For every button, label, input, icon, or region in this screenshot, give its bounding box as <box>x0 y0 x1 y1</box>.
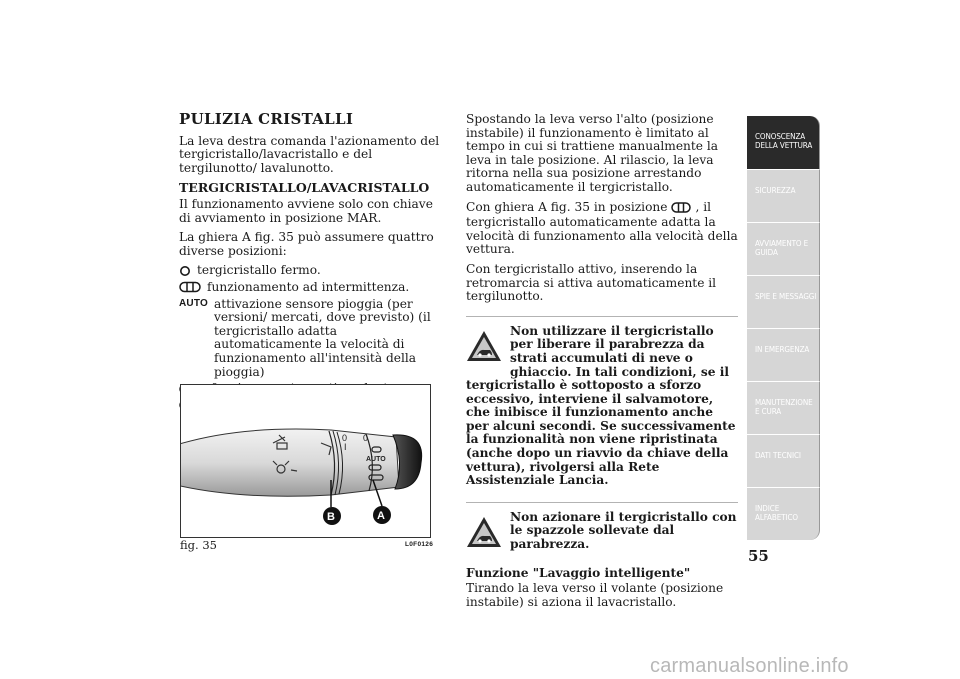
subsection-title: TERGICRISTALLO/LAVACRISTALLO <box>179 180 430 196</box>
position-text: tergicristallo fermo. <box>197 263 321 278</box>
auto-symbol: AUTO <box>179 298 208 310</box>
tab-dati-tecnici[interactable]: DATI TECNICI <box>747 434 820 487</box>
figure-code: L0F0126 <box>405 541 434 548</box>
wiper-off-icon <box>179 264 191 277</box>
warning-triangle-icon <box>466 515 502 551</box>
tab-manutenzione-cura[interactable]: MANUTENZIONE E CURA <box>747 381 820 434</box>
position-text: funzionamento ad intermittenza. <box>207 279 410 294</box>
wiper-intermittent-icon <box>179 281 201 294</box>
position-row-auto <box>179 298 444 380</box>
ring-label-0: 0 <box>342 433 348 443</box>
tab-indice-alfabetico[interactable]: INDICE ALFABETICO <box>747 487 820 540</box>
tab-in-emergenza[interactable]: IN EMERGENZA <box>747 328 820 381</box>
reverse-gear-paragraph: Con tergicristallo attivo, inserendo la retromarcia si attiva automaticamente il tergilunotto. <box>466 261 717 304</box>
auto-position-paragraph <box>466 201 738 257</box>
intro-paragraph: La leva destra comanda l'azionamento del tergicristallo/lavacristallo e del tergilunotto/ lavalunotto. <box>179 133 440 175</box>
warning-block-brushes <box>466 502 738 555</box>
ring-label-1: I <box>344 442 347 452</box>
wiper-stalk-illustration <box>181 385 430 537</box>
warning-triangle-icon <box>466 329 502 365</box>
position-row-off <box>179 264 444 278</box>
position-text: attivazione sensore pioggia (per versioni/ mercati, dove previsto) (il tergicristallo adatta automaticamente la velocità di funzionamento all'intensità della pioggia) <box>213 296 431 379</box>
tab-spie-messaggi[interactable]: SPIE E MESSAGGI <box>747 275 820 328</box>
chapter-sidebar <box>747 116 820 540</box>
section-title: PULIZIA CRISTALLI <box>179 110 354 128</box>
warning-text-brushes: Non azionare il tergicristallo con le spazzole sollevate dal parabrezza. <box>510 509 737 552</box>
figure-wiper-stalk <box>180 384 431 538</box>
figure-caption: fig. 35 <box>180 538 217 552</box>
tab-avviamento-guida[interactable]: AVVIAMENTO E GUIDA <box>747 222 820 275</box>
callout-b-label: B <box>327 511 335 523</box>
smart-wash-heading: Funzione "Lavaggio intelligente" <box>466 565 691 580</box>
auto-position-text-after: , il tergicristallo automaticamente adatta la velocità di funzionamento alla velocità della vettura. <box>466 199 738 257</box>
left-column <box>179 110 444 415</box>
right-column <box>466 113 738 616</box>
position-row-intermittent <box>179 281 444 295</box>
tab-conoscenza-vettura[interactable]: CONOSCENZA DELLA VETTURA <box>747 116 820 169</box>
key-paragraph: Il funzionamento avviene solo con chiave di avviamento in posizione MAR. <box>179 196 433 225</box>
auto-position-text-before: Con ghiera A fig. 35 in posizione <box>466 199 668 214</box>
watermark-text: carmanualsonline.info <box>650 655 849 677</box>
ring-label-auto: AUTO <box>366 456 386 463</box>
warning-text-snow: Non utilizzare il tergicristallo per liberare il parabrezza da strati accumulati di neve o ghiaccio. In tali condizioni, se il tergicristallo è sottoposto a sforzo eccessivo, interviene il salvamotore, che inibisce il funzionamento anche per alcuni secondi. Se successivamente la funzionalità non viene ripristinata (anche dopo un riavvio da chiave della vettura), rivolgersi alla Rete Assistenziale Lancia. <box>466 323 736 488</box>
lever-up-paragraph: Spostando la leva verso l'alto (posizione instabile) il funzionamento è limitato al tempo in cui si trattiene manualmente la leva in tale posizione. Al rilascio, la leva ritorna nella sua posizione arrestando automaticamente il tergicristallo. <box>466 112 719 194</box>
smart-wash-paragraph: Tirando la leva verso il volante (posizione instabile) si aziona il lavacristallo. <box>466 581 724 610</box>
ring-label-2: 0 <box>363 433 369 443</box>
tab-sicurezza[interactable]: SICUREZZA <box>747 169 820 222</box>
positions-intro: La ghiera A fig. 35 può assumere quattro diverse posizioni: <box>179 230 434 258</box>
page-number: 55 <box>748 547 769 565</box>
wiper-intermittent-icon <box>671 202 691 217</box>
callout-a-label: A <box>377 510 385 522</box>
warning-block-snow <box>466 316 738 488</box>
